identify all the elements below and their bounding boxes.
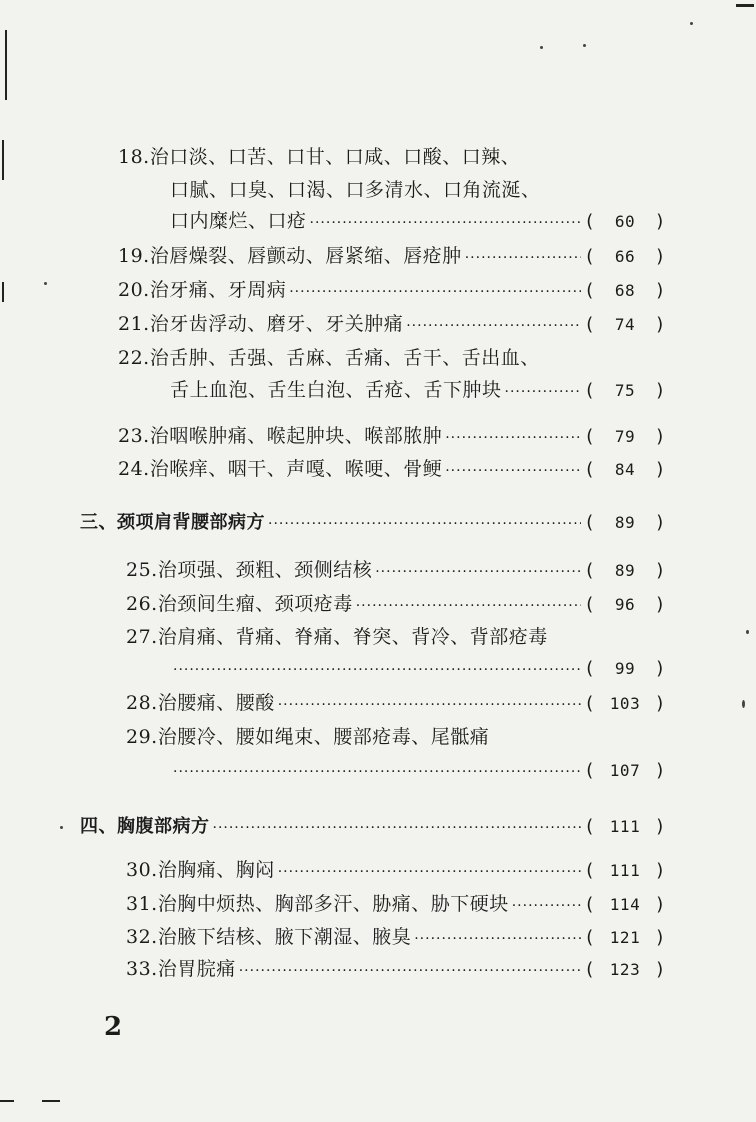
page-number-ref: 111 — [609, 817, 641, 836]
toc-entry-18-line-3 — [170, 208, 666, 236]
entry-text: 26.治颈间生瘤、颈项疮毒 — [126, 593, 353, 615]
dot-leader — [310, 210, 581, 236]
toc-entry-19 — [118, 243, 666, 271]
dot-leader — [289, 279, 581, 305]
entry-text: 30.治胸痛、胸闷 — [126, 859, 275, 881]
dot-leader — [173, 657, 581, 683]
toc-entry-29-line-1 — [126, 724, 586, 750]
page-number-ref: 68 — [614, 281, 636, 300]
toc-entry-28 — [126, 690, 666, 718]
toc-entry-25 — [126, 557, 666, 585]
section-heading-4 — [80, 814, 666, 841]
dot-leader — [173, 759, 581, 785]
page-number-ref: 75 — [614, 381, 636, 400]
entry-text: 29.治腰冷、腰如绳束、腰部疮毒、尾骶痛 — [126, 726, 490, 748]
dot-leader — [512, 893, 581, 919]
page-number-ref: 107 — [609, 761, 641, 780]
page-ref: ( 96 ) — [584, 592, 666, 618]
entry-text: 舌上血泡、舌生白泡、舌疮、舌下肿块 — [170, 379, 502, 401]
scan-edge-mark — [2, 140, 4, 180]
dot-leader — [239, 958, 581, 984]
page-number-ref: 114 — [609, 895, 641, 914]
entry-text: 27.治肩痛、背痛、脊痛、脊突、背冷、背部疮毒 — [126, 626, 548, 648]
scan-speck — [746, 630, 749, 634]
page-number-ref: 60 — [614, 212, 636, 231]
page-ref: ( 111 ) — [584, 858, 666, 884]
entry-text: 31.治胸中烦热、胸部多汗、胁痛、胁下硬块 — [126, 893, 509, 915]
dot-leader — [406, 313, 581, 339]
page-ref: ( 84 ) — [584, 457, 666, 483]
page-number-ref: 66 — [614, 247, 636, 266]
toc-entry-21 — [118, 311, 666, 339]
page-ref: ( 99 ) — [584, 656, 666, 682]
dot-leader — [278, 692, 581, 718]
page-ref: ( 111 ) — [584, 814, 666, 840]
entry-text: 33.治胃脘痛 — [126, 958, 236, 980]
scan-edge-mark — [0, 1100, 14, 1102]
page-number: 2 — [104, 1012, 123, 1042]
entry-text: 18.治口淡、口苦、口甘、口咸、口酸、口辣、 — [118, 146, 521, 168]
section-title: 四、胸腹部病方 — [80, 816, 210, 837]
dot-leader — [268, 511, 581, 537]
page-ref: ( 114 ) — [584, 892, 666, 918]
dot-leader — [445, 425, 581, 451]
entry-text: 24.治喉痒、咽干、声嘎、喉哽、骨鲠 — [118, 458, 443, 480]
scan-edge-mark — [42, 1100, 60, 1102]
page-ref: ( 66 ) — [584, 244, 666, 270]
toc-entry-31 — [126, 891, 666, 919]
page-number-ref: 103 — [609, 694, 641, 713]
page-ref: ( 74 ) — [584, 312, 666, 338]
dot-leader — [356, 593, 581, 619]
scan-edge-mark — [2, 282, 4, 302]
scan-speck — [540, 46, 543, 49]
entry-text: 32.治腋下结核、腋下潮湿、腋臭 — [126, 926, 412, 948]
section-heading-3 — [80, 510, 666, 537]
dot-leader — [445, 458, 581, 484]
scan-speck — [742, 700, 745, 708]
page-number-ref: 74 — [614, 315, 636, 334]
toc-entry-32 — [126, 924, 666, 952]
toc-entry-29-line-2 — [170, 758, 666, 785]
toc-entry-18-line-2 — [170, 177, 653, 203]
dot-leader — [465, 245, 581, 271]
dot-leader — [213, 815, 582, 841]
entry-text: 口腻、口臭、口渴、口多清水、口角流涎、 — [170, 179, 541, 201]
scan-edge-mark — [736, 4, 754, 7]
toc-entry-18-line-1 — [118, 144, 653, 170]
scan-speck — [44, 282, 47, 285]
page-ref: ( 89 ) — [584, 510, 666, 536]
toc-entry-27-line-1 — [126, 624, 586, 650]
page-ref: ( 107 ) — [584, 758, 666, 784]
entry-text: 22.治舌肿、舌强、舌麻、舌痛、舌干、舌出血、 — [118, 347, 540, 369]
page-ref: ( 79 ) — [584, 424, 666, 450]
entry-text: 21.治牙齿浮动、磨牙、牙关肿痛 — [118, 313, 404, 335]
entry-text: 25.治项强、颈粗、颈侧结核 — [126, 559, 373, 581]
dot-leader — [414, 926, 581, 952]
entry-text: 23.治咽喉肿痛、喉起肿块、喉部脓肿 — [118, 425, 443, 447]
scan-edge-mark — [5, 30, 7, 100]
dot-leader — [375, 559, 581, 585]
toc-entry-30 — [126, 857, 666, 885]
page-number-ref: 99 — [614, 659, 636, 678]
page-ref: ( 103 ) — [584, 691, 666, 717]
toc-entry-22-line-1 — [118, 345, 653, 371]
page-number-ref: 121 — [609, 928, 641, 947]
page-ref: ( 89 ) — [584, 558, 666, 584]
page-ref: ( 60 ) — [584, 209, 666, 235]
toc-entry-22-line-2 — [170, 377, 666, 405]
toc-entry-24 — [118, 456, 666, 484]
page-ref: ( 123 ) — [584, 957, 666, 983]
page-number-ref: 123 — [609, 960, 641, 979]
dot-leader — [278, 859, 581, 885]
toc-entry-33 — [126, 956, 666, 984]
entry-text: 口内糜烂、口疮 — [170, 210, 307, 232]
toc-entry-23 — [118, 423, 666, 451]
page-number-ref: 84 — [614, 460, 636, 479]
page-ref: ( 68 ) — [584, 278, 666, 304]
entry-text: 19.治唇燥裂、唇颤动、唇紧缩、唇疮肿 — [118, 245, 462, 267]
dot-leader — [505, 379, 581, 405]
page-number-ref: 89 — [614, 513, 636, 532]
page-number-ref: 79 — [614, 427, 636, 446]
section-title: 三、颈项肩背腰部病方 — [80, 512, 265, 533]
entry-text: 28.治腰痛、腰酸 — [126, 692, 275, 714]
page-ref: ( 121 ) — [584, 925, 666, 951]
toc-entry-20 — [118, 277, 666, 305]
page-number-ref: 96 — [614, 595, 636, 614]
entry-text: 20.治牙痛、牙周病 — [118, 279, 287, 301]
page-number-ref: 89 — [614, 561, 636, 580]
page-ref: ( 75 ) — [584, 378, 666, 404]
scan-speck — [60, 826, 63, 829]
scan-speck — [690, 22, 693, 25]
toc-entry-27-line-2 — [170, 656, 666, 683]
toc-entry-26 — [126, 591, 666, 619]
page-number-ref: 111 — [609, 861, 641, 880]
scan-speck — [583, 44, 586, 47]
